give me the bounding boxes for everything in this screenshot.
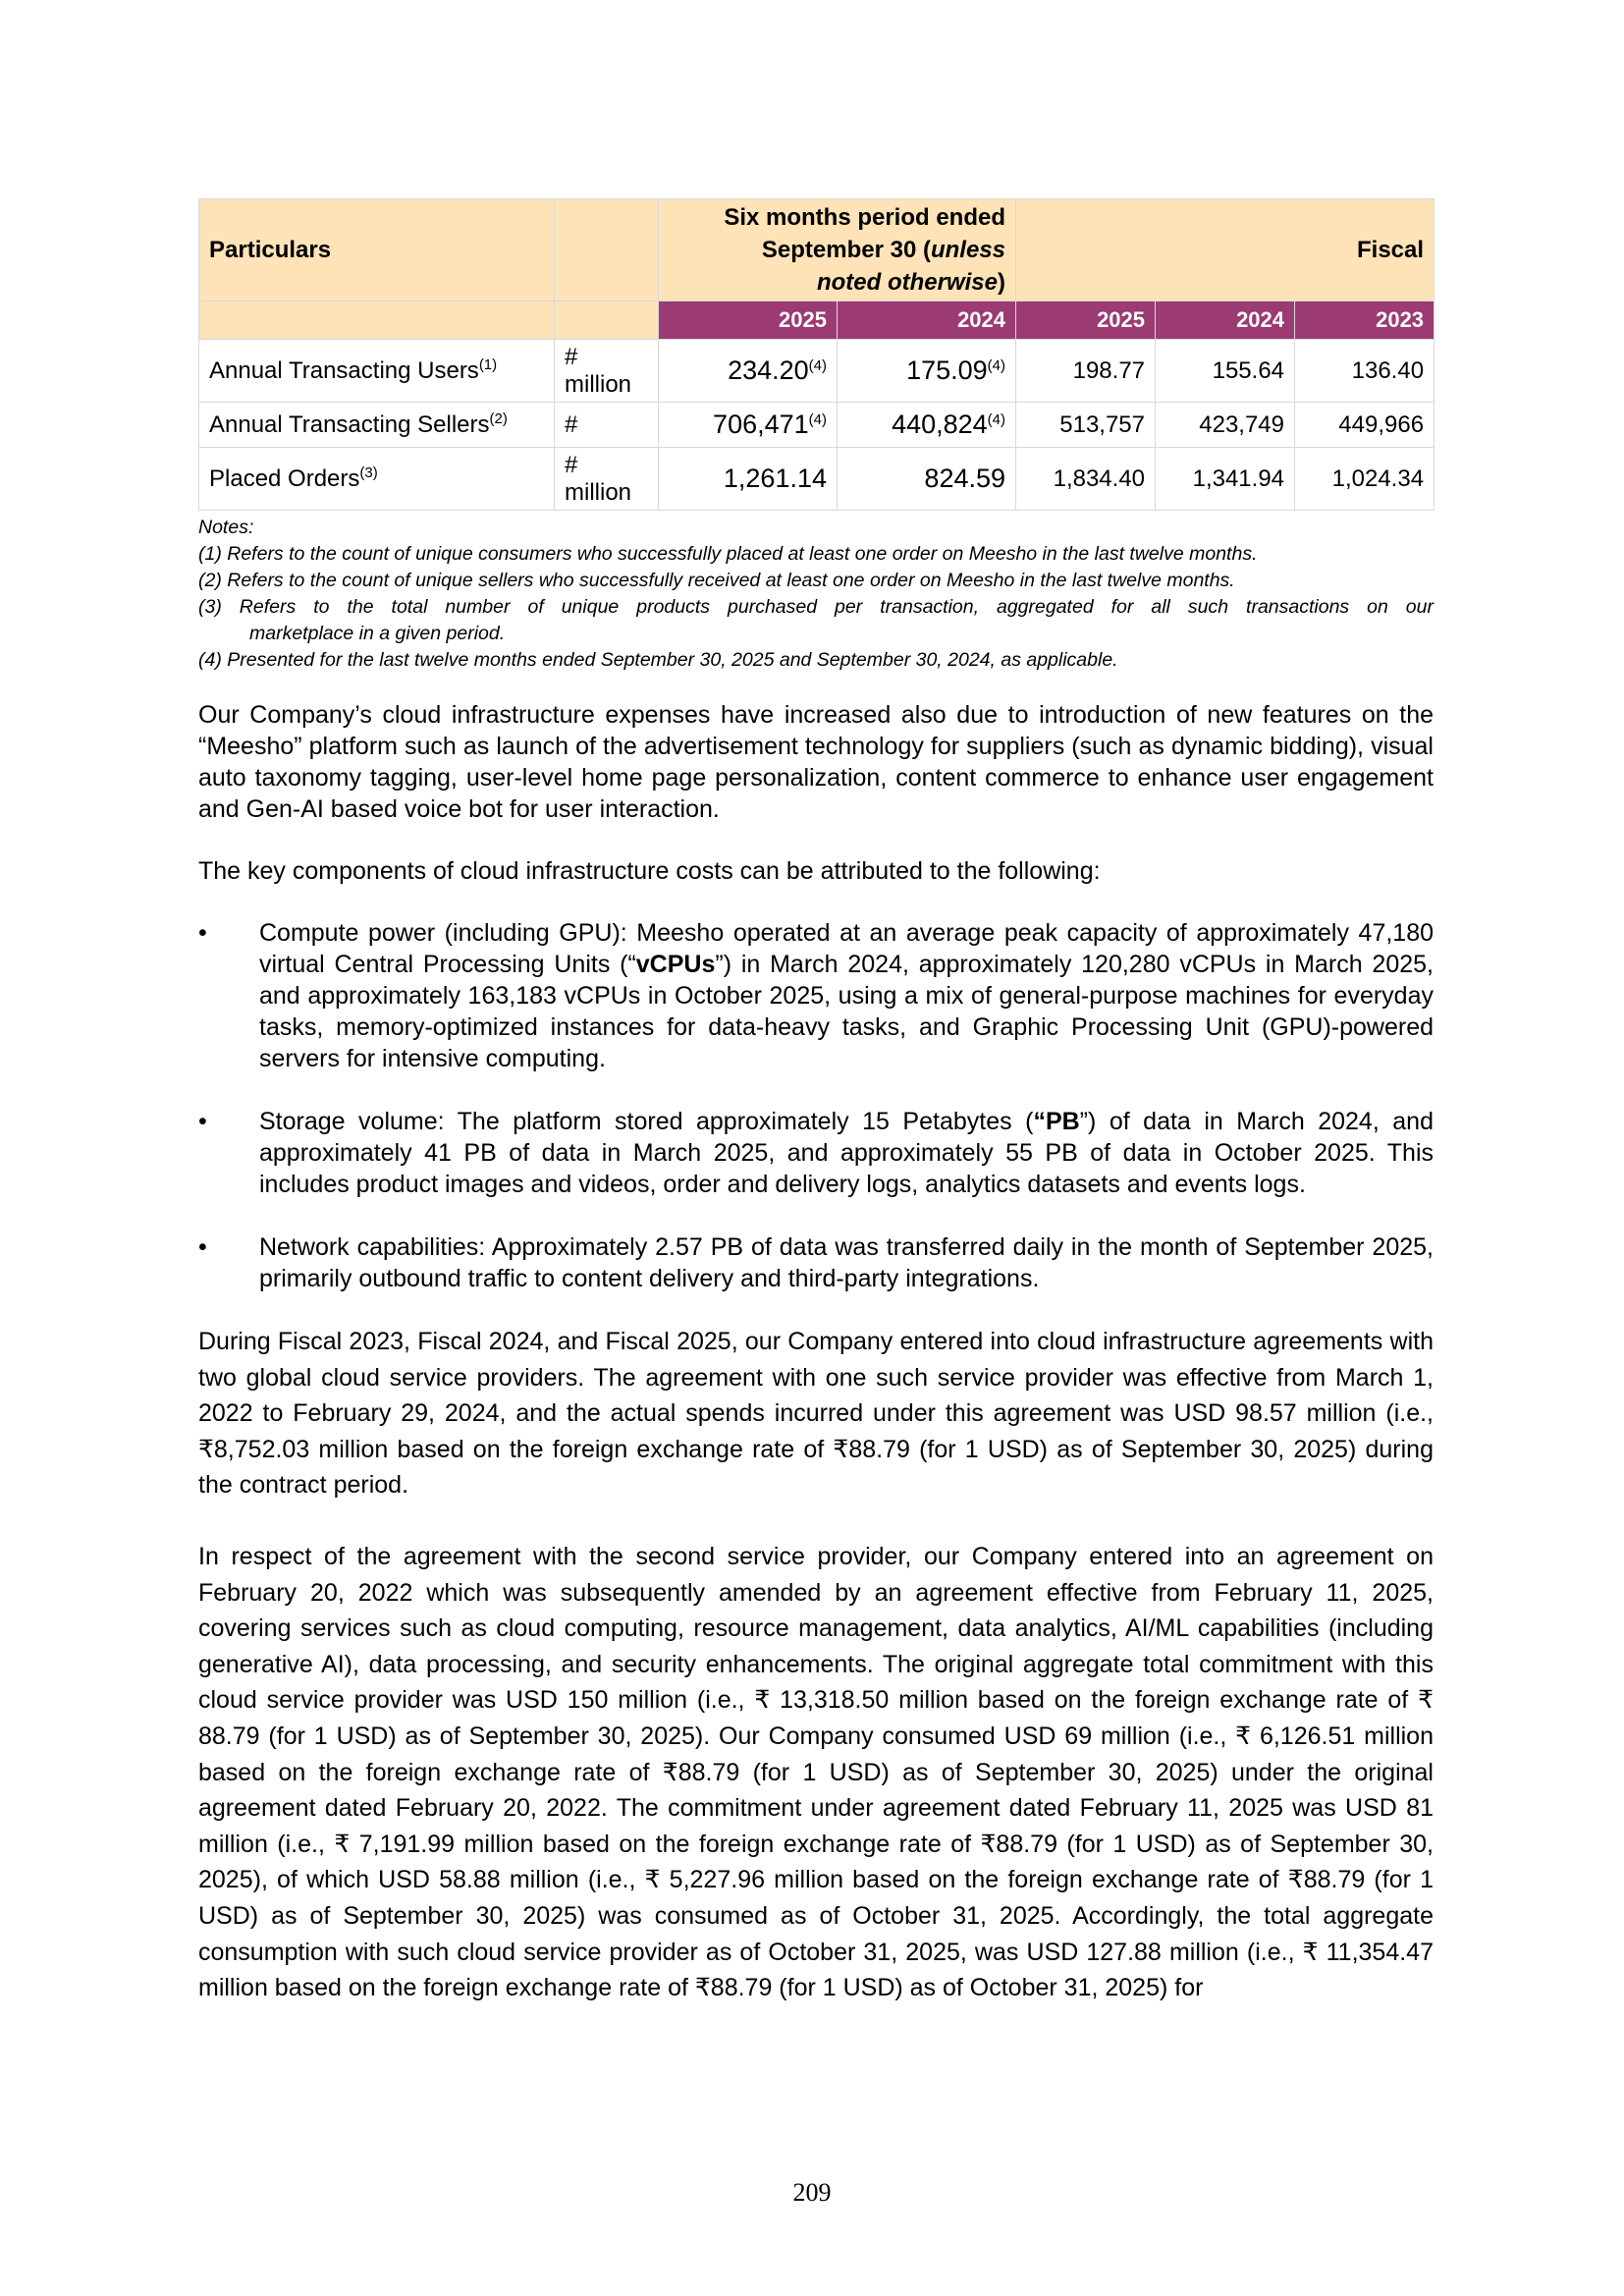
table-row bbox=[199, 340, 1435, 403]
value-cell: 1,261.14 bbox=[659, 448, 838, 511]
row-label: Annual Transacting Users$^{(1)}$ bbox=[199, 340, 555, 403]
document-page bbox=[198, 198, 1434, 2006]
note-3-continuation: marketplace in a given period. bbox=[249, 623, 506, 644]
value-cell: 423,749 bbox=[1156, 403, 1295, 448]
note-1: (1) Refers to the count of unique consumers who successfully placed at least one order on Meesho in the last twelve months. bbox=[198, 543, 1258, 565]
bullet-marker: • bbox=[198, 1233, 207, 1261]
value-cell: 513,757 bbox=[1016, 403, 1156, 448]
bullet-marker: • bbox=[198, 1108, 207, 1135]
row-unit: # bbox=[555, 403, 659, 448]
note-2: (2) Refers to the count of unique sellers who successfully received at least one order on Meesho in the last twelve months. bbox=[198, 570, 1235, 591]
bullet-compute-power: • Compute power (including GPU): Meesho operated at an average peak capacity of approximately 47,180 virtual Central Processing Units (“vCPUs”) in March 2024, approximately 120,280 vCPUs in March 2025, and approximately 163,183 vCPUs in October 2025, using a mix of general-purpose machines for everyday tasks, memory-optimized instances for data-heavy tasks, and Graphic Processing Unit (GPU)-powered servers for intensive computing. bbox=[198, 919, 1434, 1072]
value-cell: 706,471$^{(4)}$ bbox=[659, 403, 838, 448]
value-cell: 449,966 bbox=[1295, 403, 1435, 448]
bullet-storage-volume: • Storage volume: The platform stored approximately 15 Petabytes (“PB”) of data in March 2024, and approximately 41 PB of data in March 2025, and approximately 55 PB of data in October 2025. This includes product images and videos, order and delivery logs, analytics datasets and events logs. bbox=[198, 1108, 1434, 1198]
value-cell: 136.40 bbox=[1295, 340, 1435, 403]
paragraph-cloud-expenses: Our Company’s cloud infrastructure expenses have increased also due to introduction of new features on the “Meesho” platform such as launch of the advertisement technology for suppliers (such as dynamic bidding), visual auto taxonomy tagging, user-level home page personalization, content commerce to enhance user engagement and Gen-AI based voice bot for user interaction. bbox=[198, 701, 1434, 823]
value-cell: 1,834.40 bbox=[1016, 448, 1156, 511]
paragraph-key-components: The key components of cloud infrastructure costs can be attributed to the following: bbox=[198, 857, 1101, 885]
page-number: 209 bbox=[792, 2178, 832, 2207]
row-unit: # million bbox=[555, 340, 659, 403]
value-cell: 440,824$^{(4)}$ bbox=[838, 403, 1016, 448]
table-row bbox=[199, 403, 1435, 448]
value-cell: 198.77 bbox=[1016, 340, 1156, 403]
value-cell: 234.20$^{(4)}$ bbox=[659, 340, 838, 403]
header-particulars: Particulars bbox=[199, 199, 555, 301]
row-label: Annual Transacting Sellers$^{(2)}$ bbox=[199, 403, 555, 448]
header-fiscal: Fiscal bbox=[1016, 199, 1435, 301]
row-label: Placed Orders$^{(3)}$ bbox=[199, 448, 555, 511]
paragraph-agreements: During Fiscal 2023, Fiscal 2024, and Fiscal 2025, our Company entered into cloud infrastructure agreements with two global cloud service providers. The agreement with one such service provider was effective from March 1, 2022 to February 29, 2024, and the actual spends incurred under this agreement was USD 98.57 million (i.e., ₹8,752.03 million based on the foreign exchange rate of ₹88.79 (for 1 USD) as of September 30, 2025) during the contract period. bbox=[198, 1328, 1434, 1500]
kpi-table bbox=[198, 198, 1435, 511]
year-row-blank bbox=[555, 301, 659, 340]
table-year-row bbox=[199, 301, 1435, 340]
year-header: 2023 bbox=[1295, 301, 1435, 340]
header-unit-blank bbox=[555, 199, 659, 301]
year-header: 2025 bbox=[1016, 301, 1156, 340]
value-cell: 1,341.94 bbox=[1156, 448, 1295, 511]
value-cell: 155.64 bbox=[1156, 340, 1295, 403]
value-cell: 824.59 bbox=[838, 448, 1016, 511]
note-4: (4) Presented for the last twelve months ended September 30, 2025 and September 30, 2024, as applicable. bbox=[198, 649, 1118, 671]
value-cell: 175.09$^{(4)}$ bbox=[838, 340, 1016, 403]
year-header: 2024 bbox=[1156, 301, 1295, 340]
paragraph-second-provider: In respect of the agreement with the second service provider, our Company entered into an agreement on February 20, 2022 which was subsequently amended by an agreement effective from February 11, 2025, covering services such as cloud computing, resource management, data analytics, AI/ML capabilities (including generative AI), data processing, and security enhancements. The original aggregate total commitment with this cloud service provider was USD 150 million (i.e., ₹ 13,318.50 million based on the foreign exchange rate of ₹ 88.79 (for 1 USD) as of September 30, 2025). Our Company consumed USD 69 million (i.e., ₹ 6,126.51 million based on the foreign exchange rate of ₹88.79 (for 1 USD) as of September 30, 2025) under the original agreement dated February 20, 2022. The commitment under agreement dated February 11, 2025 was USD 81 million (i.e., ₹ 7,191.99 million based on the foreign exchange rate of ₹88.79 (for 1 USD) as of September 30, 2025), of which USD 58.88 million (i.e., ₹ 5,227.96 million based on the foreign exchange rate of ₹88.79 (for 1 USD) as of September 30, 2025) was consumed as of October 31, 2025. Accordingly, the total aggregate consumption with such cloud service provider as of October 31, 2025, was USD 127.88 million (i.e., ₹ 11,354.47 million based on the foreign exchange rate of ₹88.79 (for 1 USD) as of October 31, 2025) for bbox=[198, 1542, 1434, 2002]
header-six-months: Six months period ended September 30 (unless noted otherwise) bbox=[659, 199, 1016, 301]
table-notes bbox=[198, 515, 1434, 674]
year-header: 2025 bbox=[659, 301, 838, 340]
notes-title: Notes: bbox=[198, 517, 254, 538]
value-cell: 1,024.34 bbox=[1295, 448, 1435, 511]
note-3: (3) Refers to the total number of unique products purchased per transaction, aggregated for all such transactions on our bbox=[198, 596, 1434, 618]
row-unit: # million bbox=[555, 448, 659, 511]
year-header: 2024 bbox=[838, 301, 1016, 340]
year-row-blank bbox=[199, 301, 555, 340]
table-header-row bbox=[199, 199, 1435, 301]
bullet-network: • Network capabilities: Approximately 2.57 PB of data was transferred daily in the month of September 2025, primarily outbound traffic to content delivery and third-party integrations. bbox=[198, 1233, 1434, 1292]
bullet-marker: • bbox=[198, 919, 207, 947]
table-row bbox=[199, 448, 1435, 511]
